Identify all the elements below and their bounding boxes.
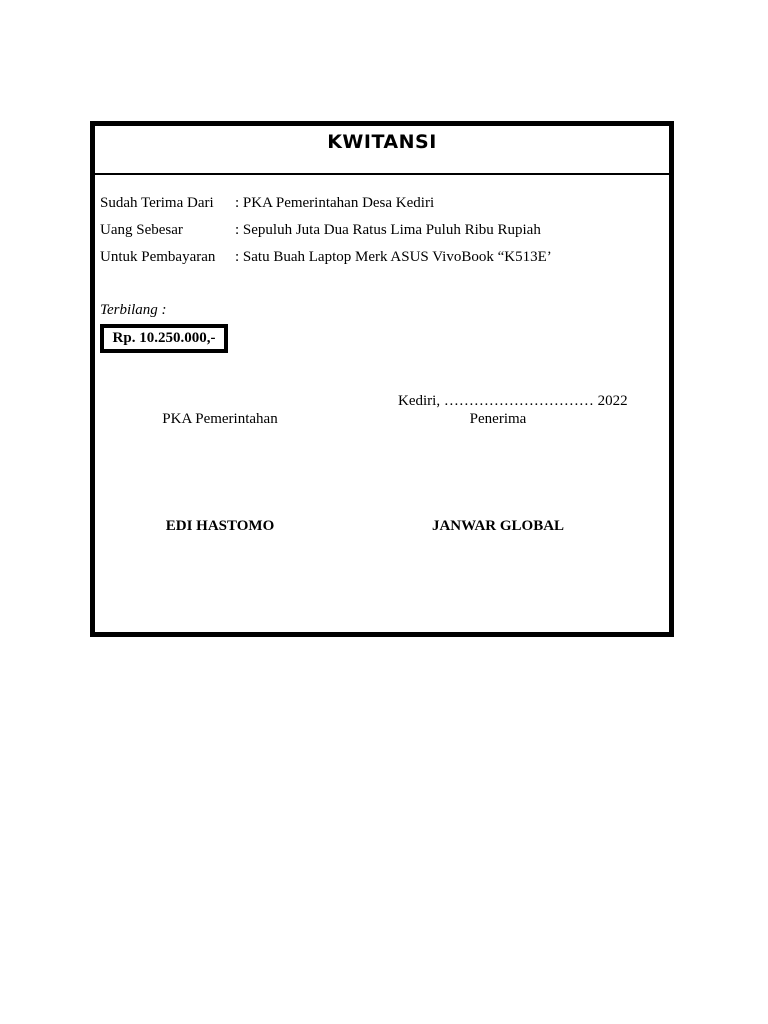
field-row-payment-for <box>100 248 552 266</box>
field-row-amount-words <box>100 221 541 239</box>
field-value: : Sepuluh Juta Dua Ratus Lima Puluh Ribu Rupiah <box>235 222 541 238</box>
receipt-title: KWITANSI <box>327 131 437 153</box>
terbilang-label: Terbilang : <box>100 302 167 318</box>
field-label: Sudah Terima Dari <box>100 195 214 211</box>
title-divider <box>95 173 669 175</box>
receiver-role: Penerima <box>469 411 527 427</box>
field-value: : Satu Buah Laptop Merk ASUS VivoBook “K513E’ <box>235 249 552 265</box>
amount-box: Rp. 10.250.000,- <box>100 324 228 353</box>
payer-role: PKA Pemerintahan <box>162 411 278 427</box>
field-label: Untuk Pembayaran <box>100 249 216 265</box>
field-value: : PKA Pemerintahan Desa Kediri <box>235 195 435 211</box>
receiver-name: JANWAR GLOBAL <box>431 518 565 534</box>
receipt-frame <box>90 121 674 637</box>
date-line: Kediri, ………………………… 2022 <box>398 393 628 409</box>
field-label: Uang Sebesar <box>100 222 183 238</box>
payer-name: EDI HASTOMO <box>165 518 275 534</box>
field-row-received-from <box>100 194 434 212</box>
